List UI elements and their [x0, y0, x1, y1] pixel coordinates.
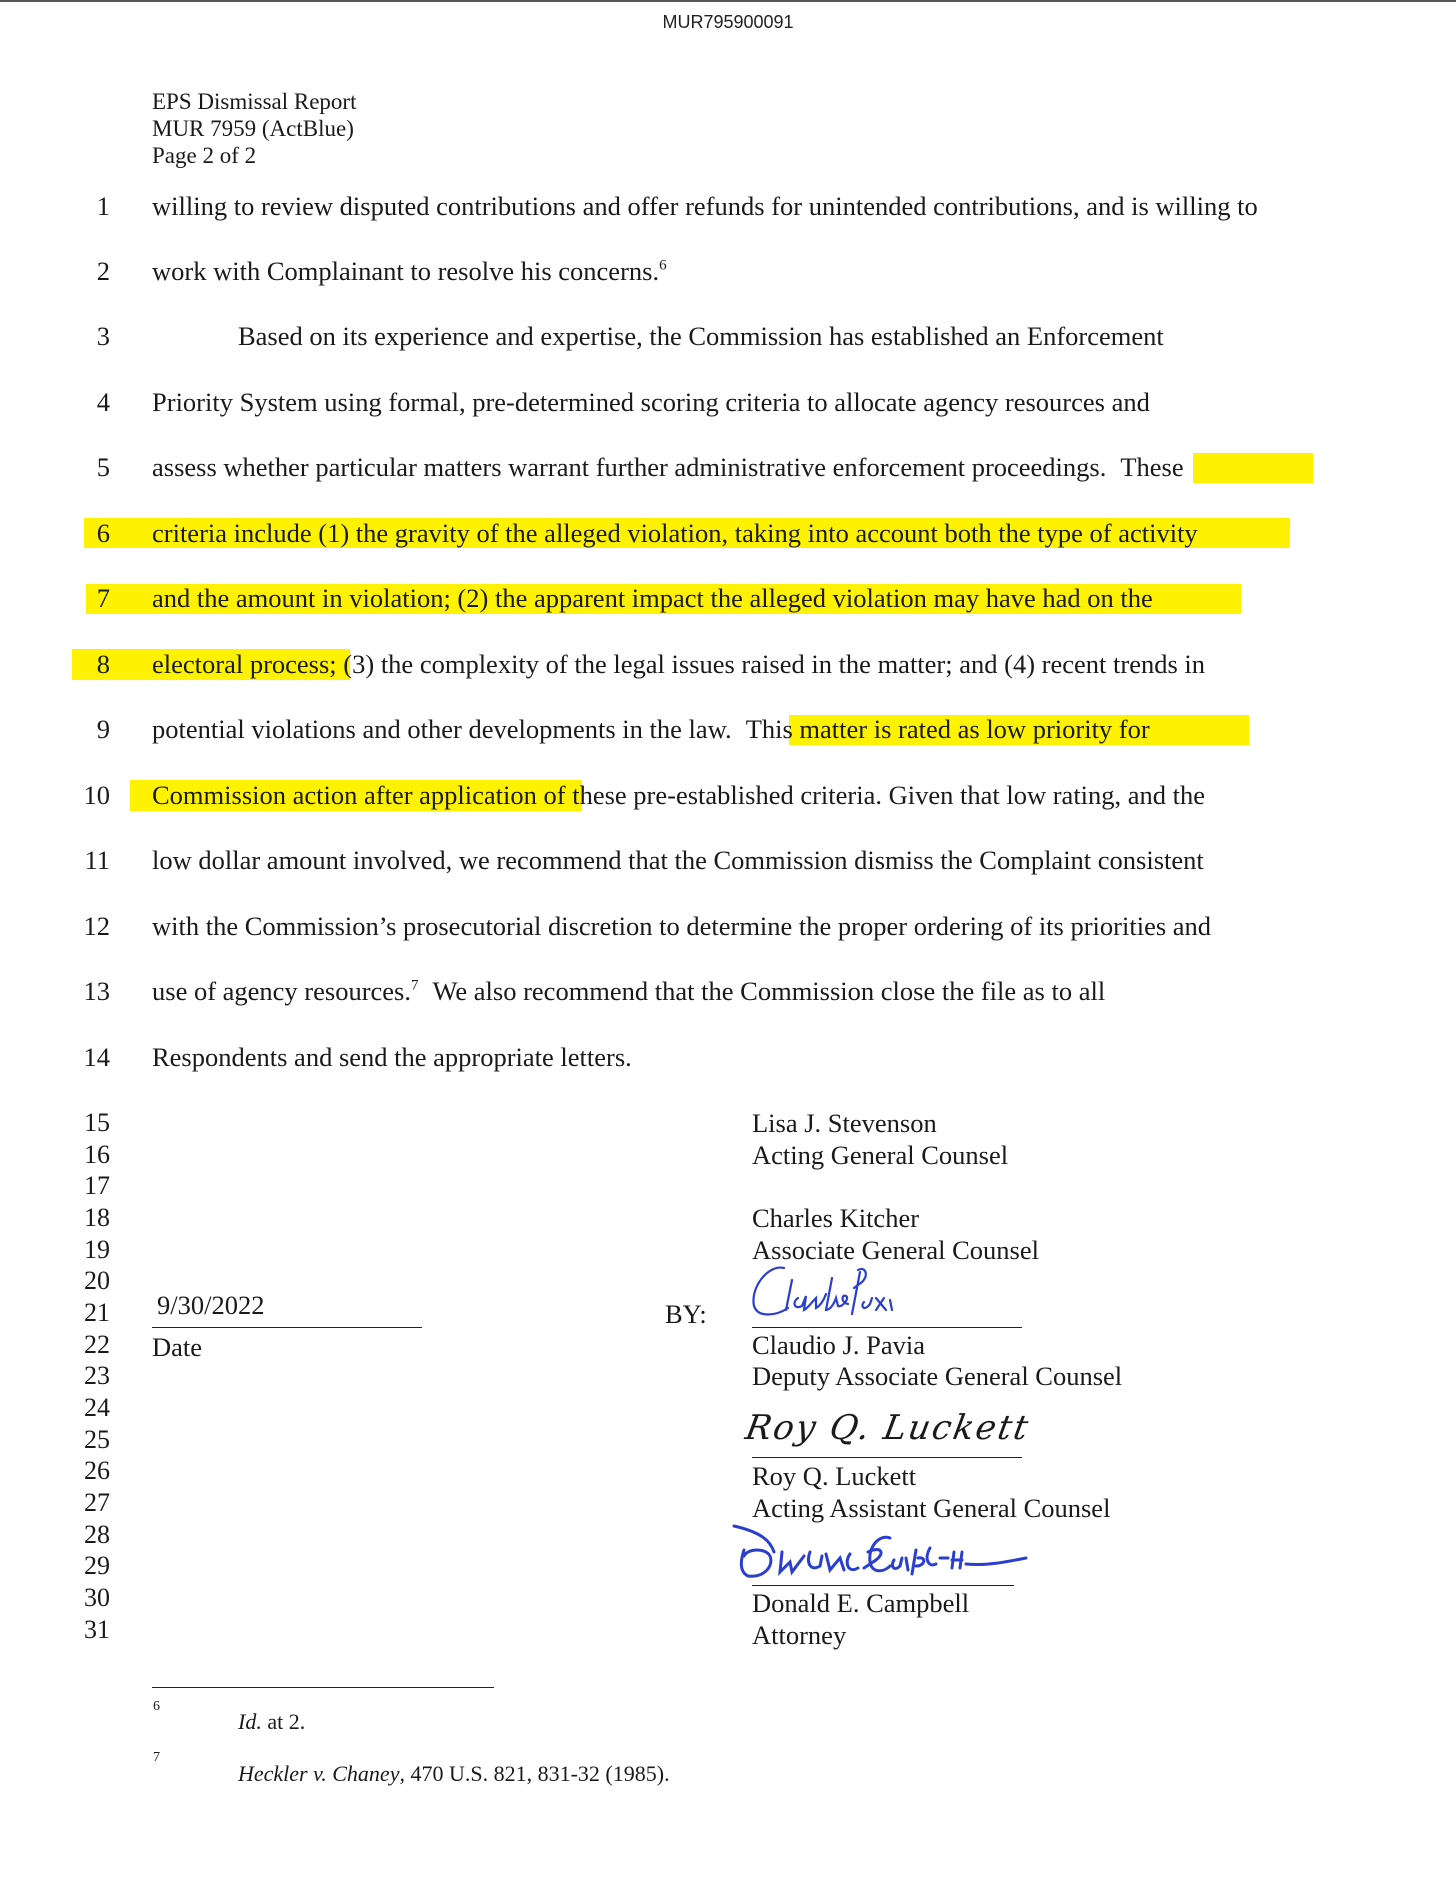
line-number: 30	[84, 1583, 110, 1612]
document-id: MUR795900091	[662, 12, 794, 32]
line-number: 20	[84, 1266, 110, 1295]
line-number: 19	[84, 1235, 110, 1264]
signature-line	[752, 1585, 1014, 1586]
footnote-number: 6	[153, 1699, 160, 1714]
body-line	[152, 779, 1205, 811]
footnote-ref: 7	[411, 977, 419, 994]
line-number: 6	[96, 518, 110, 548]
line-number: 22	[84, 1330, 110, 1359]
signer-title: Deputy Associate General Counsel	[752, 1361, 1123, 1391]
footnote-text	[238, 1708, 305, 1736]
line-number: 1	[96, 191, 110, 221]
highlighted-text: electoral process;	[152, 649, 337, 679]
body-text: assess whether particular matters warrant further administrative enforcement proceedings.	[152, 452, 1107, 482]
footnote-ref: 6	[659, 257, 667, 274]
body-text: use of agency resources.	[152, 976, 411, 1006]
body-line	[152, 255, 667, 287]
line-number: 9	[96, 714, 110, 744]
line-number: 8	[96, 649, 110, 679]
footnote-rest: at 2.	[261, 1709, 306, 1734]
report-header	[152, 88, 356, 169]
signer-title: Acting Assistant General Counsel	[752, 1493, 1111, 1523]
body-text: f these pre-established criteria. Given that low rating, and the	[556, 780, 1206, 810]
page-top-border	[0, 0, 1456, 2]
line-number: 10	[83, 780, 110, 810]
line-number: 5	[96, 452, 110, 482]
body-text: We also recommend that the Commission close the file as to all	[432, 976, 1106, 1006]
signer-name: Roy Q. Luckett	[752, 1461, 917, 1491]
footnote-separator	[152, 1687, 494, 1688]
line-number: 2	[96, 256, 110, 286]
signer-title: Attorney	[752, 1620, 847, 1650]
body-line: low dollar amount involved, we recommend that the Commission dismiss the Complaint consistent	[152, 845, 1204, 875]
date-line	[152, 1327, 422, 1328]
line-number: 17	[84, 1171, 110, 1200]
header-page: Page 2 of 2	[152, 143, 257, 168]
date-label: Date	[152, 1332, 203, 1362]
line-number: 24	[84, 1393, 110, 1422]
header-title: EPS Dismissal Report	[152, 89, 357, 114]
signer-name: Claudio J. Pavia	[752, 1330, 925, 1360]
footnote-number: 7	[153, 1750, 160, 1765]
line-number: 14	[83, 1042, 110, 1072]
highlight	[1193, 453, 1313, 483]
body-line: and the amount in violation; (2) the apparent impact the alleged violation may have had on the	[152, 583, 1153, 613]
signer-name: Lisa J. Stevenson	[752, 1108, 937, 1138]
line-number: 15	[84, 1108, 110, 1137]
signer-name: Donald E. Campbell	[752, 1588, 970, 1618]
body-line: with the Commission’s prosecutorial discretion to determine the proper ordering of its priorities and	[152, 911, 1212, 941]
body-line: Respondents and send the appropriate letters.	[152, 1042, 632, 1072]
body-text: work with Complainant to resolve his concerns.	[152, 256, 660, 286]
line-number: 29	[84, 1551, 110, 1580]
body-line	[152, 713, 1150, 745]
signature-luckett: Roy Q. Luckett	[742, 1408, 1033, 1448]
footnote-citation: Heckler v. Chaney	[238, 1761, 400, 1786]
footnote-citation: Id.	[238, 1709, 262, 1734]
footnote-text	[238, 1760, 670, 1788]
highlighted-text: Commission action after application o	[152, 780, 557, 810]
footnote-rest: , 470 U.S. 821, 831-32 (1985).	[399, 1761, 670, 1786]
line-number: 27	[84, 1488, 110, 1517]
highlighted-text: These	[1120, 452, 1184, 482]
body-text: potential violations and other developments in the law.	[152, 714, 732, 744]
signature-campbell	[730, 1522, 1030, 1592]
signer-title: Associate General Counsel	[752, 1235, 1039, 1265]
line-number: 23	[84, 1361, 110, 1390]
signature-pavia	[746, 1258, 916, 1328]
line-number: 7	[96, 583, 110, 613]
line-number: 4	[96, 387, 110, 417]
header-mur: MUR 7959 (ActBlue)	[152, 116, 354, 141]
line-number: 11	[84, 845, 110, 875]
body-line: Priority System using formal, pre-determined scoring criteria to allocate agency resources and	[152, 387, 1150, 417]
line-number: 3	[96, 321, 110, 351]
signer-name: Charles Kitcher	[752, 1203, 920, 1233]
body-line: willing to review disputed contributions and offer refunds for unintended contributions, and is willing to	[152, 191, 1258, 221]
signer-title: Acting General Counsel	[752, 1140, 1009, 1170]
by-label: BY:	[665, 1299, 707, 1329]
body-line	[152, 648, 1205, 680]
body-line	[152, 451, 1184, 483]
line-number: 18	[84, 1203, 110, 1232]
line-number: 21	[84, 1298, 110, 1327]
line-number: 31	[84, 1615, 110, 1644]
line-number: 28	[84, 1520, 110, 1549]
body-line	[152, 975, 1105, 1007]
line-number: 26	[84, 1456, 110, 1485]
line-number: 16	[84, 1140, 110, 1169]
highlighted-text: This matter is rated as low priority for	[745, 714, 1150, 744]
body-text: (3) the complexity of the legal issues raised in the matter; and (4) recent trends in	[343, 649, 1205, 679]
body-line: criteria include (1) the gravity of the alleged violation, taking into account both the type of activity	[152, 518, 1198, 548]
date-value: 9/30/2022	[157, 1290, 265, 1320]
line-number: 12	[83, 911, 110, 941]
body-line: Based on its experience and expertise, the Commission has established an Enforcement	[238, 321, 1164, 351]
line-number: 13	[83, 976, 110, 1006]
line-number: 25	[84, 1425, 110, 1454]
signature-line	[752, 1457, 1022, 1458]
